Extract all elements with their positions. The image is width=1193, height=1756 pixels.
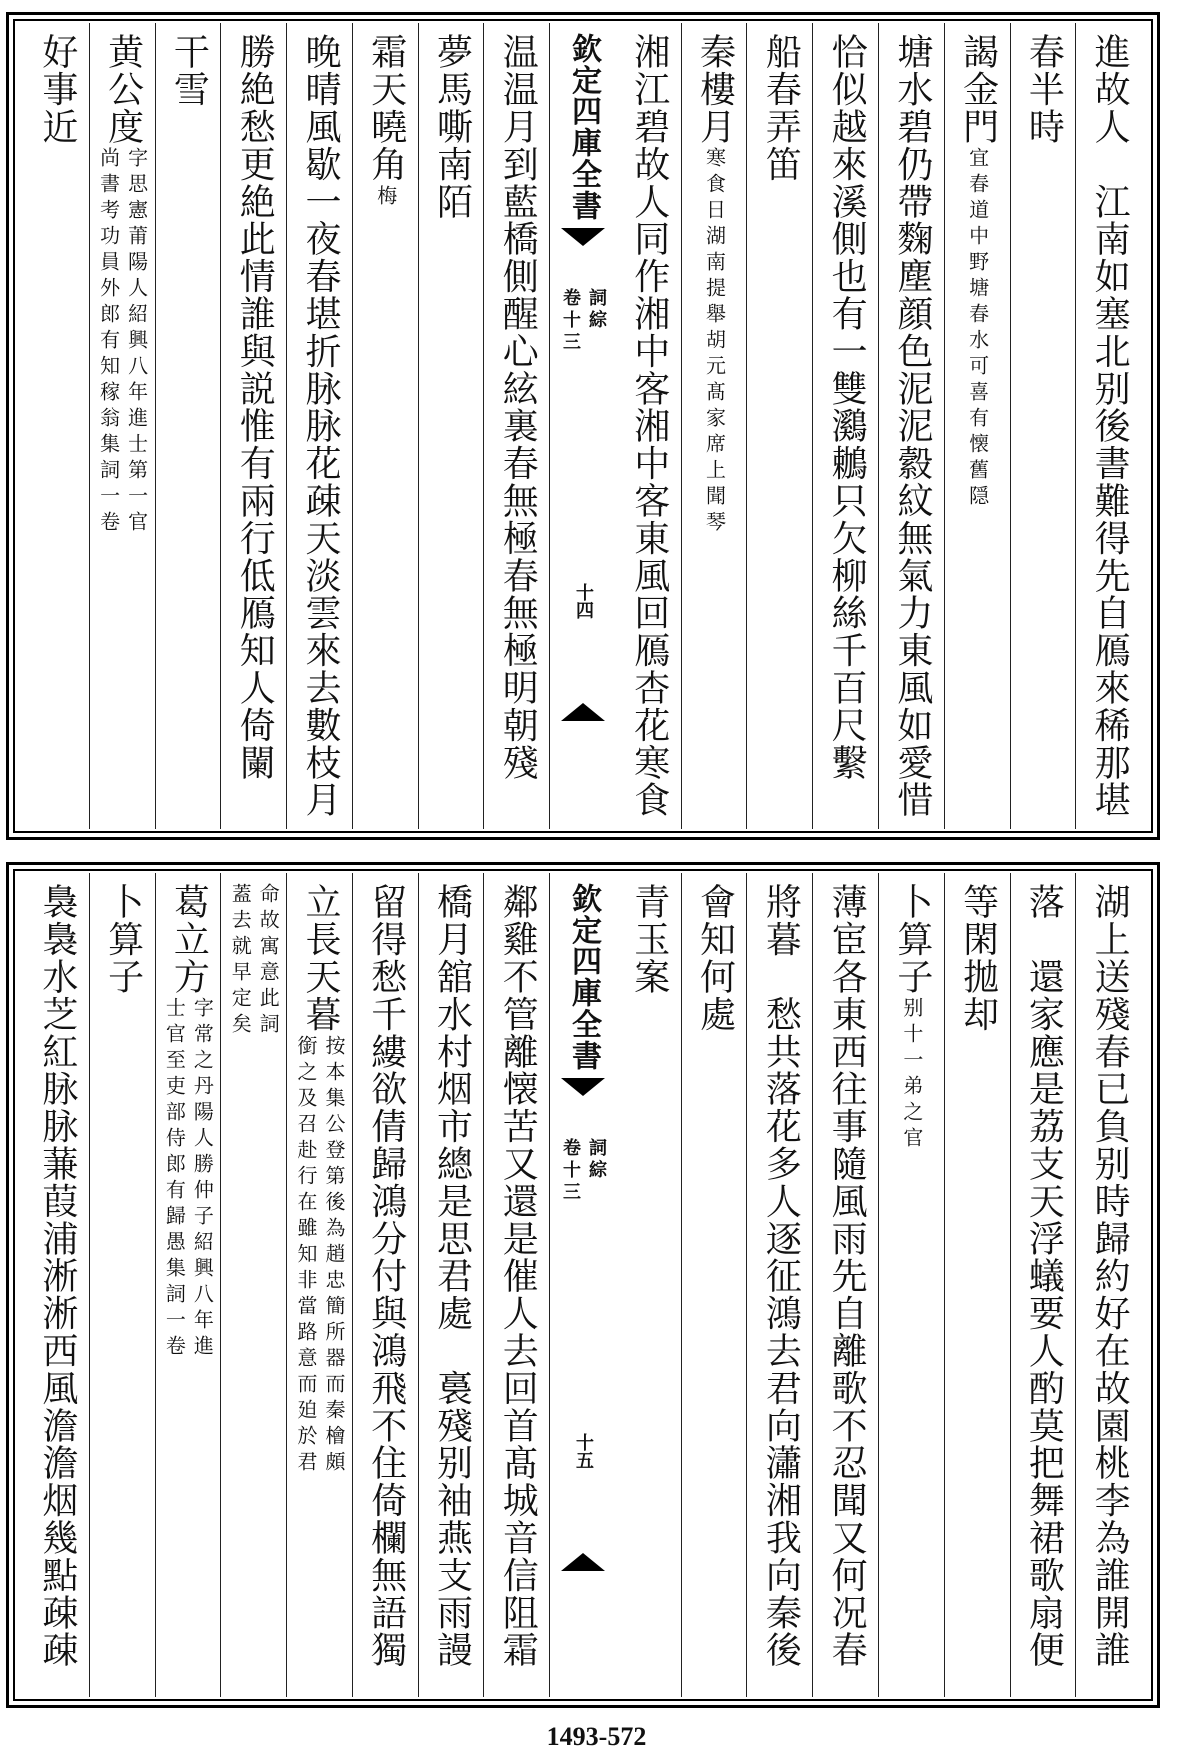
text-column (483, 873, 550, 1697)
annotation-note: 字思憲莆陽人紹興八年進士第一官 (124, 147, 149, 538)
text-column (878, 23, 945, 829)
folio-number: 十四 (573, 583, 595, 619)
annotation-note: 蓋去就早定矣 (228, 883, 253, 1039)
main-text-line: 湖上送殘春已負别時歸約好在故園桃李為誰開誰 (1089, 883, 1131, 1669)
annotation-note: 尚書考功員外郎有知稼翁集詞一卷 (96, 147, 121, 538)
main-text-line: 將暮 愁共落花多人逐征鴻去君向瀟湘我向秦後 (760, 883, 802, 1669)
text-column (681, 873, 748, 1697)
collection-name-label: 詞綜 (586, 288, 608, 332)
main-text-line: 等閑拋却 (957, 883, 999, 1033)
main-text-line: 立長天暮 (299, 883, 341, 1033)
text-column (286, 873, 353, 1697)
annotation-note: 銜之及召赴行在雖知非當路意而廹於君 (293, 1034, 318, 1477)
text-column (878, 873, 945, 1697)
text-column (746, 873, 813, 1697)
main-text-line: 秦樓月 (694, 33, 736, 146)
annotation-note: 命故寓意此詞 (256, 883, 281, 1039)
main-text-line: 橋月舘水村烟市總是思君處 裛殘别袖燕支雨謾 (431, 883, 473, 1669)
text-column (418, 23, 485, 829)
fishtail-mark-icon (561, 228, 605, 246)
text-column (352, 23, 419, 829)
main-text-line: 謁金門 (957, 33, 999, 146)
main-text-line: 船春弄笛 (760, 33, 802, 183)
text-column (615, 23, 682, 829)
text-column (944, 873, 1011, 1697)
text-column (89, 873, 156, 1697)
text-column (418, 873, 485, 1697)
main-text-line: 青玉案 (628, 883, 670, 996)
book-title: 欽定四庫全書 (566, 33, 602, 222)
text-column (1075, 873, 1142, 1697)
text-column (944, 23, 1011, 829)
lower-page-panel (6, 862, 1160, 1708)
page-footer-number: 1493-572 (546, 1722, 647, 1751)
main-text-line: 落 還家應是荔支天浮蟻要人酌莫把舞裙歌扇便 (1023, 883, 1065, 1669)
text-column (812, 873, 879, 1697)
annotation-note: 宜春道中野塘春水可喜有懐舊隠 (965, 147, 990, 512)
text-column (352, 873, 419, 1697)
text-column (483, 23, 550, 829)
main-text-line: 塘水碧仍帶麴塵顔色泥泥縠紋無氣力東風如愛惜 (891, 33, 933, 819)
main-text-line: 恰似越來溪側也有一雙鸂鶒只欠柳絲千百尺繫 (826, 33, 868, 781)
text-column (1010, 873, 1077, 1697)
main-text-line: 會知何處 (694, 883, 736, 1033)
text-column (746, 23, 813, 829)
text-column (89, 23, 156, 829)
text-column (615, 873, 682, 1697)
annotation-note: 寒食日湖南提舉胡元髙家席上聞琴 (702, 147, 727, 538)
main-text-line: 鄰雞不管離懐苦又還是催人去回首髙城音信阻霜 (497, 883, 539, 1669)
main-text-line: 夢馬嘶南陌 (431, 33, 473, 220)
text-column (155, 873, 222, 1697)
text-column (1075, 23, 1142, 829)
text-column (155, 23, 222, 829)
main-text-line: 裊裊水芝紅脉脉蒹葭浦淅淅西風澹澹烟幾點疎疎 (36, 883, 78, 1669)
annotation-note: 按本集公登第後為趙忠簡所器而秦檜頗 (321, 1034, 346, 1477)
text-column (220, 23, 287, 829)
main-text-line: 温温月到藍橋側醒心絃裏春無極春無極明朝殘 (497, 33, 539, 781)
book-title: 欽定四庫全書 (566, 883, 602, 1072)
annotation-note: 梅 (373, 184, 398, 211)
folio-number: 十五 (573, 1433, 595, 1469)
main-text-line: 勝絶愁更絶此情誰與説惟有兩行低鴈知人倚闌 (234, 33, 276, 781)
text-column (812, 23, 879, 829)
main-text-line: 留得愁千縷欲倩歸鴻分付與鴻飛不住倚欄無語獨 (365, 883, 407, 1669)
main-text-line: 霜天曉角 (365, 33, 407, 183)
main-text-line: 黄公度 (102, 33, 144, 146)
text-column (24, 23, 90, 829)
main-text-line: 好事近 (36, 33, 78, 146)
annotation-note: 士官至吏部侍郎有歸愚集詞一卷 (162, 997, 187, 1362)
volume-label: 卷十三 (560, 1138, 582, 1204)
upper-page-panel (6, 12, 1160, 840)
main-text-line: 卜算子 (891, 883, 933, 996)
main-text-line: 卜算子 (102, 883, 144, 996)
main-text-line: 干雪 (168, 33, 210, 108)
text-column (681, 23, 748, 829)
main-text-line: 晚晴風歇一夜春堪折脉脉花疎天淡雲來去數枝月 (299, 33, 341, 819)
annotation-note: 字常之丹陽人勝仲子紹興八年進 (190, 997, 215, 1362)
volume-label: 卷十三 (560, 288, 582, 354)
collection-name-label: 詞綜 (586, 1138, 608, 1182)
center-fold-column (549, 873, 616, 1697)
text-column (1010, 23, 1077, 829)
main-text-line: 春半時 (1023, 33, 1065, 146)
text-column (286, 23, 353, 829)
fishtail-mark-icon (561, 1078, 605, 1096)
fishtail-mark-icon (561, 703, 605, 721)
text-column (24, 873, 90, 1697)
annotation-note: 别十一弟之官 (899, 997, 924, 1154)
center-fold-column (549, 23, 616, 829)
main-text-line: 薄宦各東西往事隨風雨先自離歌不忍聞又何况春 (826, 883, 868, 1669)
main-text-line: 葛立方 (168, 883, 210, 996)
main-text-line: 湘江碧故人同作湘中客湘中客東風回鴈杏花寒食 (628, 33, 670, 819)
fishtail-mark-icon (561, 1553, 605, 1571)
main-text-line: 進故人 江南如塞北别後書難得先自鴈來稀那堪 (1089, 33, 1131, 819)
text-column (220, 873, 287, 1697)
